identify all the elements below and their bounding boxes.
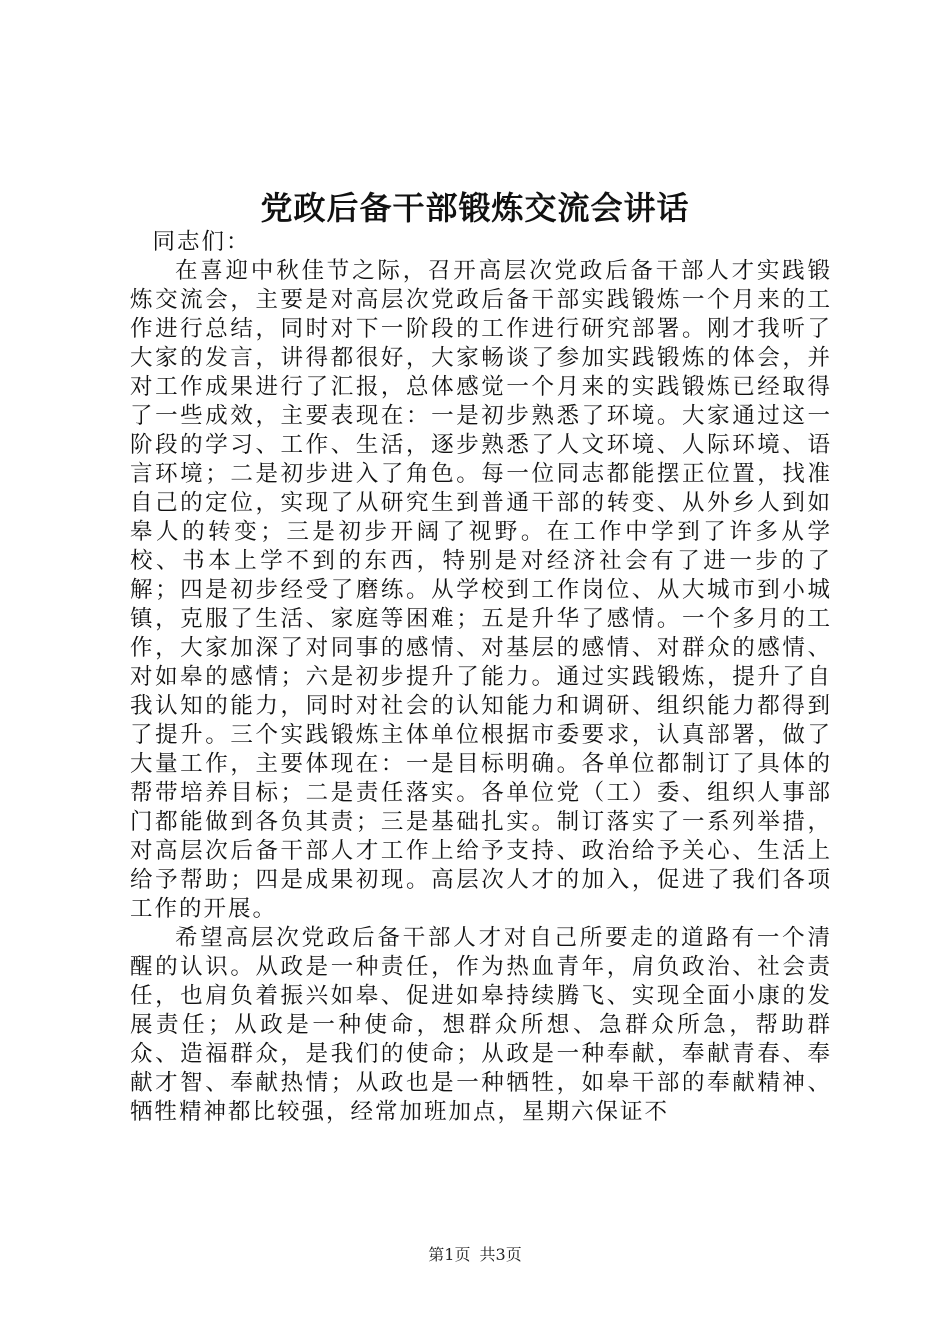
body-paragraph: 在喜迎中秋佳节之际，召开高层次党政后备干部人才实践锻炼交流会，主要是对高层次党政后备干部实践锻炼一个月来的工作进行总结，同时对下一阶段的工作进行研究部署。刚才我听了大家的发言，讲得都很好，大家畅谈了参加实践锻炼的体会，并对工作成果进行了汇报，总体感觉一个月来的实践锻炼已经取得了一些成效，主要表现在：一是初步熟悉了环境。大家通过这一阶段的学习、工作、生活，逐步熟悉了人文环境、人际环境、语言环境；二是初步进入了角色。每一位同志都能摆正位置，找准自己的定位，实现了从研究生到普通干部的转变、从外乡人到如皋人的转变；三是初步开阔了视野。在工作中学到了许多从学校、书本上学不到的东西，特别是对经济社会有了进一步的了解；四是初步经受了磨练。从学校到工作岗位、从大城市到小城镇，克服了生活、家庭等困难；五是升华了感情。一个多月的工作，大家加深了对同事的感情、对基层的感情、对群众的感情、对如皋的感情；六是初步提升了能力。通过实践锻炼，提升了自我认知的能力，同时对社会的认知能力和调研、组织能力都得到了提升。三个实践锻炼主体单位根据市委要求，认真部署，做了大量工作，主要体现在：一是目标明确。各单位都制订了具体的帮带培养目标；二是责任落实。各单位党（工）委、组织人事部门都能做到各负其责；三是基础扎实。制订落实了一系列举措，对高层次后备干部人才工作上给予支持、政治给予关心、生活上给予帮助；四是成果初现。高层次人才的加入，促进了我们各项工作的开展。 [130, 258, 832, 922]
document-title: 党政后备干部锻炼交流会讲话 [260, 189, 690, 227]
page-number: 第1页 [428, 1245, 471, 1264]
body-paragraph: 希望高层次党政后备干部人才对自己所要走的道路有一个清醒的认识。从政是一种责任，作为热血青年，肩负政治、社会责任，也肩负着振兴如皋、促进如皋持续腾飞、实现全面小康的发展责任；从政是一种使命，想群众所想、急群众所急，帮助群众、造福群众，是我们的使命；从政是一种奉献，奉献青春、奉献才智、奉献热情；从政也是一种牺牲，如皋干部的奉献精神、牺牲精神都比较强，经常加班加点，星期六保证不 [130, 925, 832, 1125]
salutation: 同志们： [152, 229, 251, 255]
page-total: 共3页 [479, 1245, 522, 1264]
page-footer [0, 1244, 950, 1266]
document-body [130, 228, 832, 1127]
